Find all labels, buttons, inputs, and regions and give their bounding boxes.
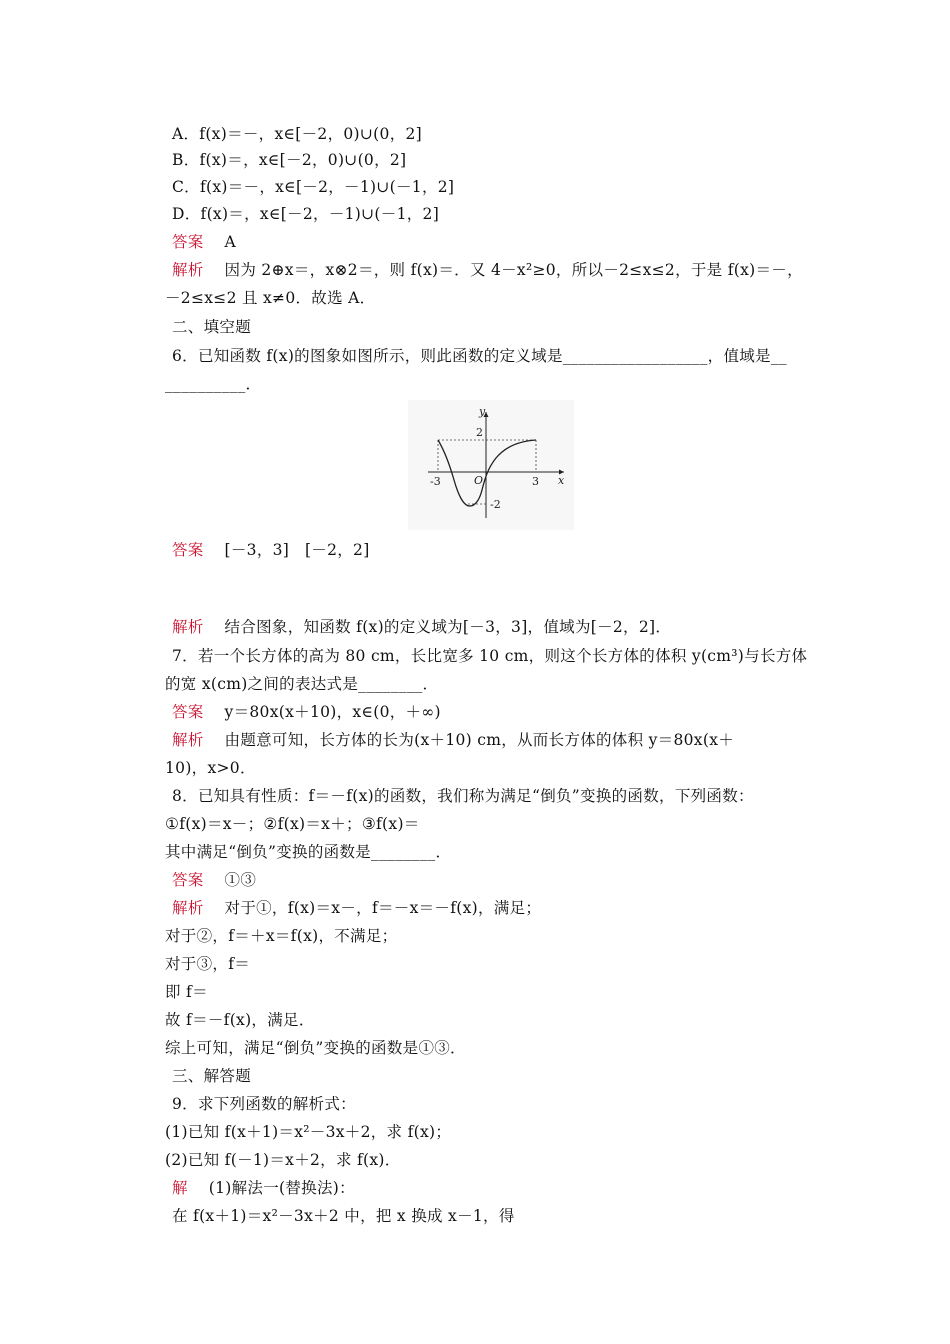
tick-label-2: 2 (476, 426, 483, 439)
answer-text: ①③ (224, 871, 257, 889)
analysis-5-line1 (172, 260, 803, 280)
analysis-label: 解析 (172, 899, 204, 917)
answer-7 (172, 702, 441, 722)
question-6-line1: 6．已知函数 f(x)的图象如图所示，则此函数的定义域是__________________，值域是__ (172, 347, 787, 365)
answer-8 (172, 870, 256, 890)
section-fill-blank-heading: 二、填空题 (172, 318, 252, 336)
analysis-8-line6: 综上可知，满足“倒负”变换的函数是①③． (165, 1039, 466, 1057)
analysis-8-line3: 对于③，f＝ (165, 955, 251, 973)
origin-label: O (474, 474, 484, 487)
analysis-8-line1 (172, 898, 541, 918)
solution-9-line2: 在 f(x＋1)＝x²－3x＋2 中，把 x 换成 x－1，得 (172, 1207, 515, 1225)
question-9-line1: 9．求下列函数的解析式： (172, 1095, 356, 1113)
answer-label: 答案 (172, 233, 204, 251)
analysis-6 (172, 617, 671, 637)
answer-5 (172, 232, 236, 252)
question-8-line2: ①f(x)＝x－；②f(x)＝x＋；③f(x)＝ (165, 815, 420, 833)
question-7-line2: 的宽 x(cm)之间的表达式是________． (165, 675, 439, 693)
answer-label: 答案 (172, 541, 204, 559)
answer-6 (172, 540, 370, 560)
answer-text: [－3，3] [－2，2] (224, 541, 370, 559)
option-a: A．f(x)＝－，x∈[－2，0)∪(0，2] (172, 125, 423, 143)
option-b: B．f(x)＝，x∈[－2，0)∪(0，2] (172, 151, 407, 169)
analysis-text: 对于①，f(x)＝x－，f＝－x＝－f(x)，满足； (224, 899, 542, 917)
analysis-8-line2: 对于②，f＝＋x＝f(x)，不满足； (165, 927, 398, 945)
answer-label: 答案 (172, 703, 204, 721)
analysis-label: 解析 (172, 731, 204, 749)
analysis-7-line2: 10)，x>0． (165, 759, 256, 777)
tick-label-neg3: -3 (430, 475, 441, 488)
solution-text: (1)解法一(替换法)： (208, 1179, 355, 1197)
analysis-text: 结合图象，知函数 f(x)的定义域为[－3，3]，值域为[－2，2]． (224, 618, 672, 636)
y-axis-label: y (479, 405, 486, 418)
question-8-line3: 其中满足“倒负”变换的函数是________． (165, 843, 452, 861)
solution-label: 解 (172, 1179, 188, 1197)
function-graph-figure (408, 400, 574, 530)
analysis-label: 解析 (172, 618, 204, 636)
question-9-part2: (2)已知 f(－1)＝x＋2，求 f(x)． (165, 1151, 401, 1169)
question-6-line2: __________． (165, 375, 262, 393)
analysis-text: 由题意可知，长方体的长为(x＋10) cm，从而长方体的体积 y＝80x(x＋ (224, 731, 735, 749)
question-7-line1: 7．若一个长方体的高为 80 cm，长比宽多 10 cm，则这个长方体的体积 y(cm³)与长方体 (172, 647, 808, 665)
analysis-8-line4: 即 f＝ (165, 983, 208, 1001)
option-d: D．f(x)＝，x∈[－2，－1)∪(－1，2] (172, 205, 440, 223)
question-9-part1: (1)已知 f(x＋1)＝x²－3x＋2，求 f(x)； (165, 1123, 452, 1141)
solution-9-line1 (172, 1178, 355, 1198)
answer-text: y＝80x(x＋10)，x∈(0，＋∞) (224, 703, 441, 721)
analysis-7-line1 (172, 730, 734, 750)
answer-text: A (224, 233, 237, 251)
tick-label-3: 3 (532, 475, 539, 488)
tick-label-neg2: -2 (490, 498, 501, 511)
analysis-text: 因为 2⊕x＝，x⊗2＝，则 f(x)＝．又 4－x²≥0，所以－2≤x≤2，于是 f(x)＝－， (224, 261, 803, 279)
question-8-line1: 8．已知具有性质：f＝－f(x)的函数，我们称为满足“倒负”变换的函数，下列函数： (172, 787, 754, 805)
analysis-8-line5: 故 f＝－f(x)，满足． (165, 1011, 315, 1029)
answer-label: 答案 (172, 871, 204, 889)
x-axis-label: x (558, 474, 565, 487)
analysis-5-line2: －2≤x≤2 且 x≠0．故选 A． (165, 289, 376, 307)
option-c: C．f(x)＝－，x∈[－2，－1)∪(－1，2] (172, 178, 455, 196)
section-solve-heading: 三、解答题 (172, 1067, 252, 1085)
analysis-label: 解析 (172, 261, 204, 279)
function-graph-svg (408, 400, 574, 530)
